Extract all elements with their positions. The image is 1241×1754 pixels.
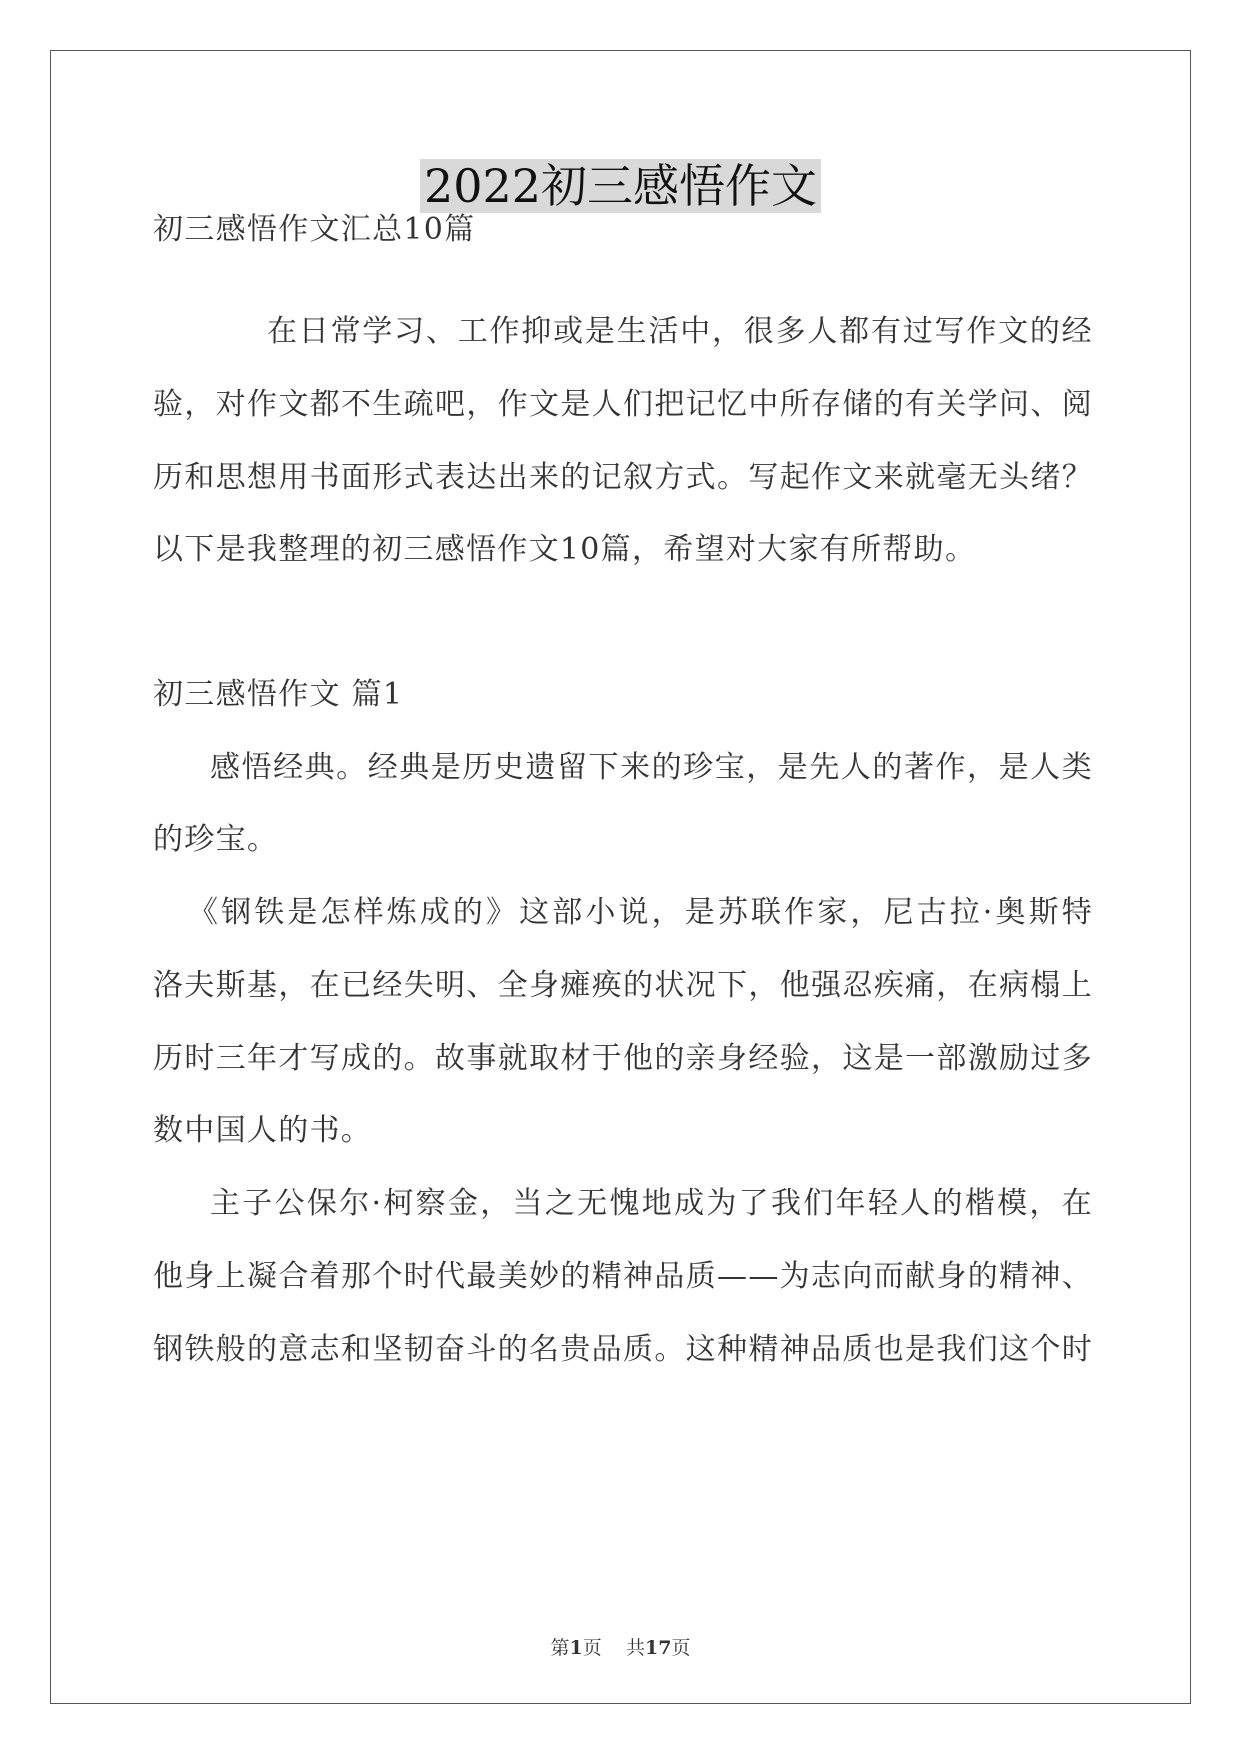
footer-total-pages: 17 (644, 1637, 672, 1659)
intro-line-2: 验，对作文都不生疏吧，作文是人们把记忆中所存储的有关学问、阅 (153, 387, 1093, 422)
body-line-9: 钢铁般的意志和坚韧奋斗的名贵品质。这种精神品质也是我们这个时 (153, 1332, 1093, 1367)
intro-line-1: 在日常学习、工作抑或是生活中，很多人都有过写作文的经 (267, 314, 1093, 349)
body-line-5: 历时三年才写成的。故事就取材于他的亲身经验，这是一部激励过多 (153, 1041, 1093, 1076)
footer-prefix: 第 (550, 1637, 570, 1659)
document-title-wrap (0, 155, 1241, 217)
document-subtitle: 初三感悟作文汇总10篇 (153, 212, 476, 247)
body-line-7: 主子公保尔·柯察金，当之无愧地成为了我们年轻人的楷模，在 (210, 1186, 1093, 1221)
body-line-3: 《钢铁是怎样炼成的》这部小说，是苏联作家，尼古拉·奥斯特 (188, 895, 1093, 930)
footer-total-prefix: 共 (625, 1637, 645, 1659)
page-footer (0, 1633, 1241, 1660)
footer-page-number: 1 (569, 1637, 583, 1659)
section-heading: 初三感悟作文 篇1 (153, 677, 404, 712)
page-border (50, 50, 1191, 1704)
intro-line-3: 历和思想用书面形式表达出来的记叙方式。写起作文来就毫无头绪？ (153, 460, 1093, 495)
body-line-2: 的珍宝。 (153, 822, 279, 857)
body-line-1: 感悟经典。经典是历史遗留下来的珍宝，是先人的著作，是人类 (210, 750, 1093, 785)
body-line-8: 他身上凝合着那个时代最美妙的精神品质——为志向而献身的精神、 (153, 1259, 1093, 1294)
footer-page-suffix: 页 (582, 1637, 602, 1659)
body-line-6: 数中国人的书。 (153, 1113, 373, 1148)
intro-line-4: 以下是我整理的初三感悟作文10篇，希望对大家有所帮助。 (153, 532, 977, 567)
footer-total-suffix: 页 (671, 1637, 691, 1659)
document-title: 2022初三感悟作文 (420, 159, 821, 213)
body-line-4: 洛夫斯基，在已经失明、全身瘫痪的状况下，他强忍疾痛，在病榻上 (153, 968, 1093, 1003)
